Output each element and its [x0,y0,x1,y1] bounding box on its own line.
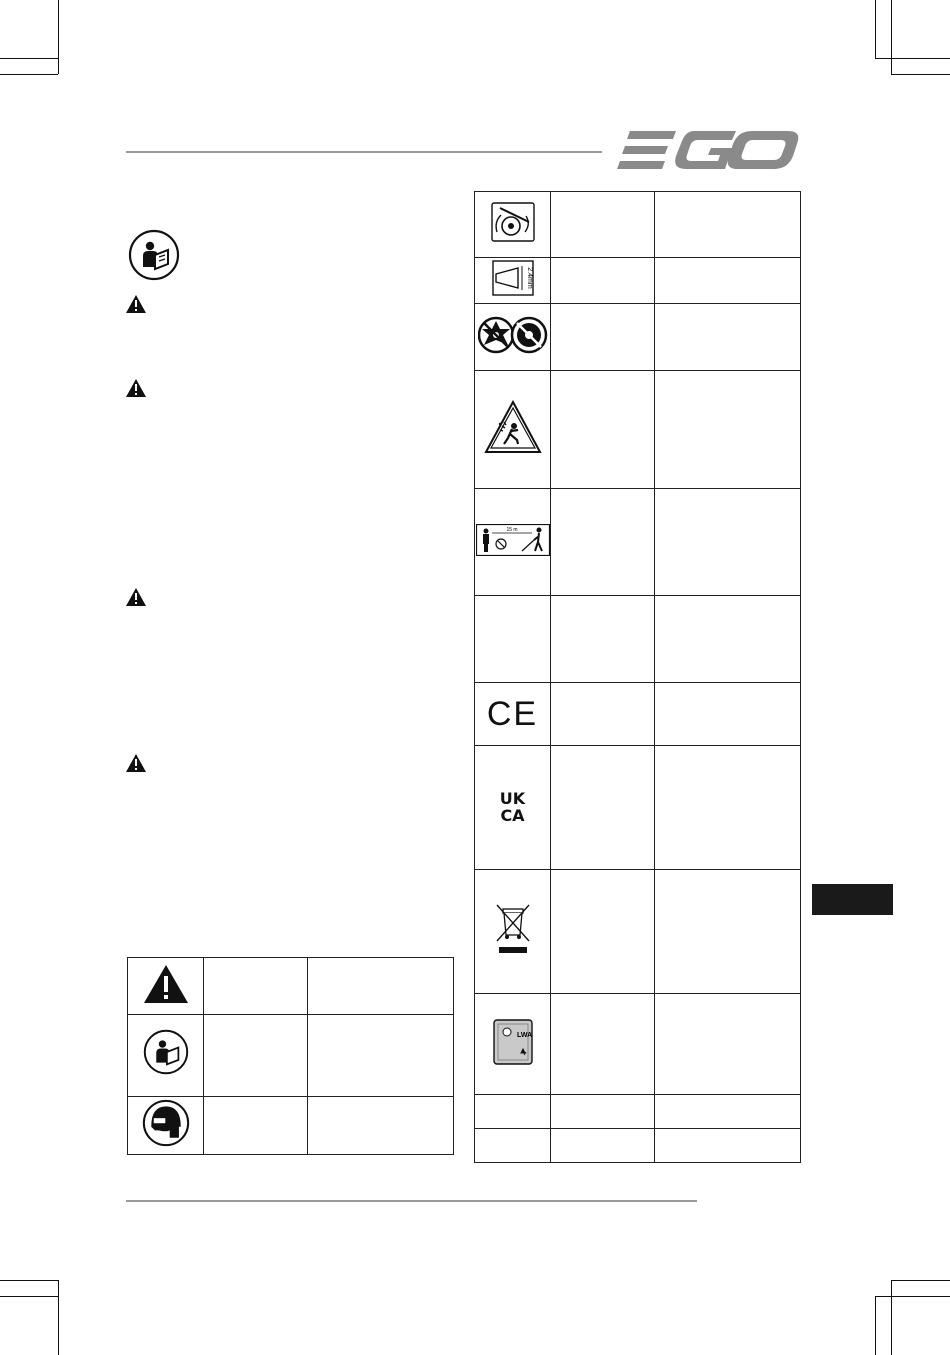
icon-cell [475,746,551,870]
name-cell [204,958,308,1015]
crop-mark [875,1296,950,1297]
description-cell [655,489,801,596]
table-row [475,489,801,596]
description-cell [655,1095,801,1129]
ukca-mark-icon: UK CA [499,788,526,825]
table-row [475,371,801,489]
name-cell [551,304,655,371]
keep-bystanders-away-icon [476,524,550,556]
icon-cell [475,258,551,304]
warning-triangle-icon [125,587,147,607]
description-cell [308,958,454,1015]
warning-triangle-icon [125,753,147,773]
table-row [475,1095,801,1129]
crop-mark [875,1296,876,1355]
description-cell [655,1129,801,1163]
crop-mark [891,0,892,74]
name-cell [551,994,655,1095]
table-row [475,1129,801,1163]
table-row [475,258,801,304]
table-row [475,304,801,371]
crop-mark [58,0,59,74]
crop-mark [0,1280,58,1281]
name-cell [204,1097,308,1155]
icon-cell [475,371,551,489]
head-eye-protection-icon [142,1099,190,1147]
ego-logo [616,128,800,172]
line-diameter-label: 2.4mm [525,267,533,289]
header-rule [126,151,602,153]
icon-cell [475,1095,551,1129]
table-row [475,994,801,1095]
crop-mark [0,74,58,75]
name-cell [551,371,655,489]
description-cell [655,746,801,870]
no-metal-blades-icon [478,315,548,355]
read-manual-icon [143,1029,189,1075]
crop-mark [891,1280,950,1281]
description-cell [655,371,801,489]
description-cell [655,994,801,1095]
ce-mark-icon: CE [486,694,539,733]
table-row [475,870,801,994]
warning-triangle-icon [125,294,147,314]
distance-label: 15 m [505,526,518,533]
crop-mark [0,1296,58,1297]
name-cell [551,258,655,304]
crop-mark [875,0,876,58]
description-cell [655,596,801,683]
table-row [475,596,801,683]
sound-power-label-icon [493,1019,533,1065]
crop-mark [891,74,950,75]
icon-cell [128,958,204,1015]
cutting-head-rotation-icon [491,202,535,242]
footer-rule [126,1200,697,1202]
warning-triangle-icon [125,378,147,398]
crop-mark [891,1280,892,1355]
name-cell [551,870,655,994]
icon-cell [475,870,551,994]
description-cell [655,870,801,994]
description-cell [308,1015,454,1097]
thrown-objects-icon [484,400,542,454]
description-cell [655,683,801,746]
icon-cell [475,994,551,1095]
table-row [128,958,454,1015]
crop-mark [875,58,950,59]
table-row [128,1097,454,1155]
icon-cell [475,489,551,596]
icon-cell [475,192,551,258]
table-row [475,192,801,258]
icon-cell [475,1129,551,1163]
name-cell [551,1095,655,1129]
language-side-tab [812,884,893,915]
description-cell [308,1097,454,1155]
crop-mark [0,58,58,59]
right-symbol-table [474,191,801,1163]
left-symbol-table [127,957,454,1155]
table-row [475,683,801,746]
icon-cell [475,683,551,746]
name-cell [551,489,655,596]
icon-cell [475,596,551,683]
name-cell [551,1129,655,1163]
name-cell [551,596,655,683]
description-cell [655,258,801,304]
table-row [128,1015,454,1097]
name-cell [551,192,655,258]
icon-cell [475,304,551,371]
name-cell [551,746,655,870]
sound-power-label: LWA [516,1031,532,1039]
manual-icon [128,229,180,281]
icon-cell [128,1097,204,1155]
crop-mark [58,1280,59,1355]
icon-cell [128,1015,204,1097]
line-diameter-icon [492,260,534,296]
warning-triangle-icon [142,963,190,1005]
description-cell [655,192,801,258]
name-cell [204,1015,308,1097]
description-cell [655,304,801,371]
weee-bin-icon [493,901,533,957]
table-row [475,746,801,870]
name-cell [551,683,655,746]
